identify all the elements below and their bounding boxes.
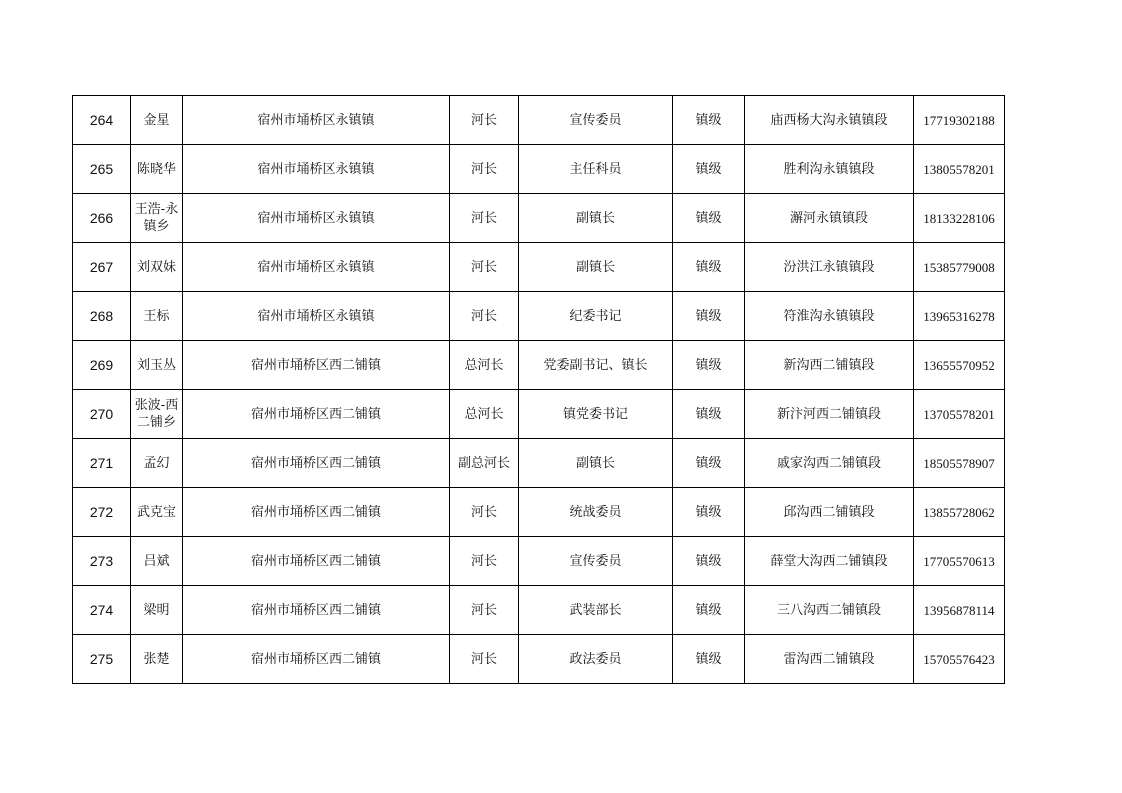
person-name-cell: 金星 bbox=[131, 96, 183, 145]
river-section-cell: 汾洪江永镇镇段 bbox=[745, 243, 914, 292]
job-position-cell: 党委副书记、镇长 bbox=[519, 341, 673, 390]
table-row bbox=[73, 96, 1005, 145]
river-chief-role-cell: 河长 bbox=[450, 488, 519, 537]
job-position-cell: 政法委员 bbox=[519, 635, 673, 684]
phone-number-cell: 17719302188 bbox=[914, 96, 1005, 145]
river-chief-role-cell: 河长 bbox=[450, 537, 519, 586]
river-chief-role-cell: 河长 bbox=[450, 292, 519, 341]
administrative-region-cell: 宿州市埇桥区永镇镇 bbox=[183, 194, 450, 243]
river-chief-role-cell: 河长 bbox=[450, 96, 519, 145]
river-chief-role-cell: 河长 bbox=[450, 635, 519, 684]
river-chief-role-cell: 河长 bbox=[450, 194, 519, 243]
job-position-cell: 副镇长 bbox=[519, 194, 673, 243]
table-row bbox=[73, 635, 1005, 684]
river-chief-role-cell: 河长 bbox=[450, 243, 519, 292]
administrative-region-cell: 宿州市埇桥区西二铺镇 bbox=[183, 341, 450, 390]
chief-level-cell: 镇级 bbox=[673, 96, 745, 145]
person-name-cell: 武克宝 bbox=[131, 488, 183, 537]
person-name-cell: 刘玉丛 bbox=[131, 341, 183, 390]
chief-level-cell: 镇级 bbox=[673, 194, 745, 243]
phone-number-cell: 13956878114 bbox=[914, 586, 1005, 635]
table-row bbox=[73, 439, 1005, 488]
river-chief-table-container bbox=[72, 95, 1005, 684]
river-section-cell: 胜利沟永镇镇段 bbox=[745, 145, 914, 194]
row-number-cell: 267 bbox=[73, 243, 131, 292]
river-chief-role-cell: 总河长 bbox=[450, 341, 519, 390]
row-number-cell: 271 bbox=[73, 439, 131, 488]
person-name-cell: 孟幻 bbox=[131, 439, 183, 488]
row-number-cell: 272 bbox=[73, 488, 131, 537]
row-number-cell: 269 bbox=[73, 341, 131, 390]
row-number-cell: 275 bbox=[73, 635, 131, 684]
table-row bbox=[73, 243, 1005, 292]
administrative-region-cell: 宿州市埇桥区永镇镇 bbox=[183, 243, 450, 292]
chief-level-cell: 镇级 bbox=[673, 439, 745, 488]
table-row bbox=[73, 488, 1005, 537]
row-number-cell: 268 bbox=[73, 292, 131, 341]
river-section-cell: 新沟西二铺镇段 bbox=[745, 341, 914, 390]
person-name-cell: 梁明 bbox=[131, 586, 183, 635]
phone-number-cell: 17705570613 bbox=[914, 537, 1005, 586]
person-name-cell: 陈晓华 bbox=[131, 145, 183, 194]
river-section-cell: 新汴河西二铺镇段 bbox=[745, 390, 914, 439]
phone-number-cell: 15705576423 bbox=[914, 635, 1005, 684]
table-row bbox=[73, 390, 1005, 439]
phone-number-cell: 15385779008 bbox=[914, 243, 1005, 292]
administrative-region-cell: 宿州市埇桥区永镇镇 bbox=[183, 96, 450, 145]
phone-number-cell: 13705578201 bbox=[914, 390, 1005, 439]
administrative-region-cell: 宿州市埇桥区永镇镇 bbox=[183, 292, 450, 341]
chief-level-cell: 镇级 bbox=[673, 341, 745, 390]
job-position-cell: 纪委书记 bbox=[519, 292, 673, 341]
chief-level-cell: 镇级 bbox=[673, 586, 745, 635]
administrative-region-cell: 宿州市埇桥区西二铺镇 bbox=[183, 586, 450, 635]
chief-level-cell: 镇级 bbox=[673, 390, 745, 439]
table-row bbox=[73, 292, 1005, 341]
table-row bbox=[73, 537, 1005, 586]
phone-number-cell: 18133228106 bbox=[914, 194, 1005, 243]
river-section-cell: 澥河永镇镇段 bbox=[745, 194, 914, 243]
phone-number-cell: 13655570952 bbox=[914, 341, 1005, 390]
table-body bbox=[73, 96, 1005, 684]
river-chief-table bbox=[72, 95, 1005, 684]
person-name-cell: 刘双妹 bbox=[131, 243, 183, 292]
row-number-cell: 270 bbox=[73, 390, 131, 439]
chief-level-cell: 镇级 bbox=[673, 145, 745, 194]
row-number-cell: 265 bbox=[73, 145, 131, 194]
job-position-cell: 副镇长 bbox=[519, 439, 673, 488]
chief-level-cell: 镇级 bbox=[673, 292, 745, 341]
river-section-cell: 戚家沟西二铺镇段 bbox=[745, 439, 914, 488]
river-chief-role-cell: 副总河长 bbox=[450, 439, 519, 488]
job-position-cell: 统战委员 bbox=[519, 488, 673, 537]
administrative-region-cell: 宿州市埇桥区西二铺镇 bbox=[183, 439, 450, 488]
table-row bbox=[73, 341, 1005, 390]
administrative-region-cell: 宿州市埇桥区西二铺镇 bbox=[183, 488, 450, 537]
phone-number-cell: 13805578201 bbox=[914, 145, 1005, 194]
administrative-region-cell: 宿州市埇桥区西二铺镇 bbox=[183, 635, 450, 684]
administrative-region-cell: 宿州市埇桥区永镇镇 bbox=[183, 145, 450, 194]
table-row bbox=[73, 145, 1005, 194]
river-chief-role-cell: 总河长 bbox=[450, 390, 519, 439]
job-position-cell: 武装部长 bbox=[519, 586, 673, 635]
phone-number-cell: 13855728062 bbox=[914, 488, 1005, 537]
row-number-cell: 266 bbox=[73, 194, 131, 243]
row-number-cell: 274 bbox=[73, 586, 131, 635]
job-position-cell: 主任科员 bbox=[519, 145, 673, 194]
administrative-region-cell: 宿州市埇桥区西二铺镇 bbox=[183, 537, 450, 586]
river-section-cell: 邱沟西二铺镇段 bbox=[745, 488, 914, 537]
river-section-cell: 庙西杨大沟永镇镇段 bbox=[745, 96, 914, 145]
phone-number-cell: 13965316278 bbox=[914, 292, 1005, 341]
chief-level-cell: 镇级 bbox=[673, 537, 745, 586]
river-section-cell: 三八沟西二铺镇段 bbox=[745, 586, 914, 635]
job-position-cell: 宣传委员 bbox=[519, 96, 673, 145]
river-chief-role-cell: 河长 bbox=[450, 145, 519, 194]
job-position-cell: 副镇长 bbox=[519, 243, 673, 292]
person-name-cell: 张楚 bbox=[131, 635, 183, 684]
table-row bbox=[73, 194, 1005, 243]
river-chief-role-cell: 河长 bbox=[450, 586, 519, 635]
person-name-cell: 吕斌 bbox=[131, 537, 183, 586]
river-section-cell: 薛堂大沟西二铺镇段 bbox=[745, 537, 914, 586]
person-name-cell: 张波-西二铺乡 bbox=[131, 390, 183, 439]
table-row bbox=[73, 586, 1005, 635]
river-section-cell: 雷沟西二铺镇段 bbox=[745, 635, 914, 684]
chief-level-cell: 镇级 bbox=[673, 635, 745, 684]
river-section-cell: 符淮沟永镇镇段 bbox=[745, 292, 914, 341]
chief-level-cell: 镇级 bbox=[673, 488, 745, 537]
row-number-cell: 273 bbox=[73, 537, 131, 586]
row-number-cell: 264 bbox=[73, 96, 131, 145]
phone-number-cell: 18505578907 bbox=[914, 439, 1005, 488]
job-position-cell: 镇党委书记 bbox=[519, 390, 673, 439]
person-name-cell: 王标 bbox=[131, 292, 183, 341]
job-position-cell: 宣传委员 bbox=[519, 537, 673, 586]
administrative-region-cell: 宿州市埇桥区西二铺镇 bbox=[183, 390, 450, 439]
person-name-cell: 王浩-永镇乡 bbox=[131, 194, 183, 243]
chief-level-cell: 镇级 bbox=[673, 243, 745, 292]
